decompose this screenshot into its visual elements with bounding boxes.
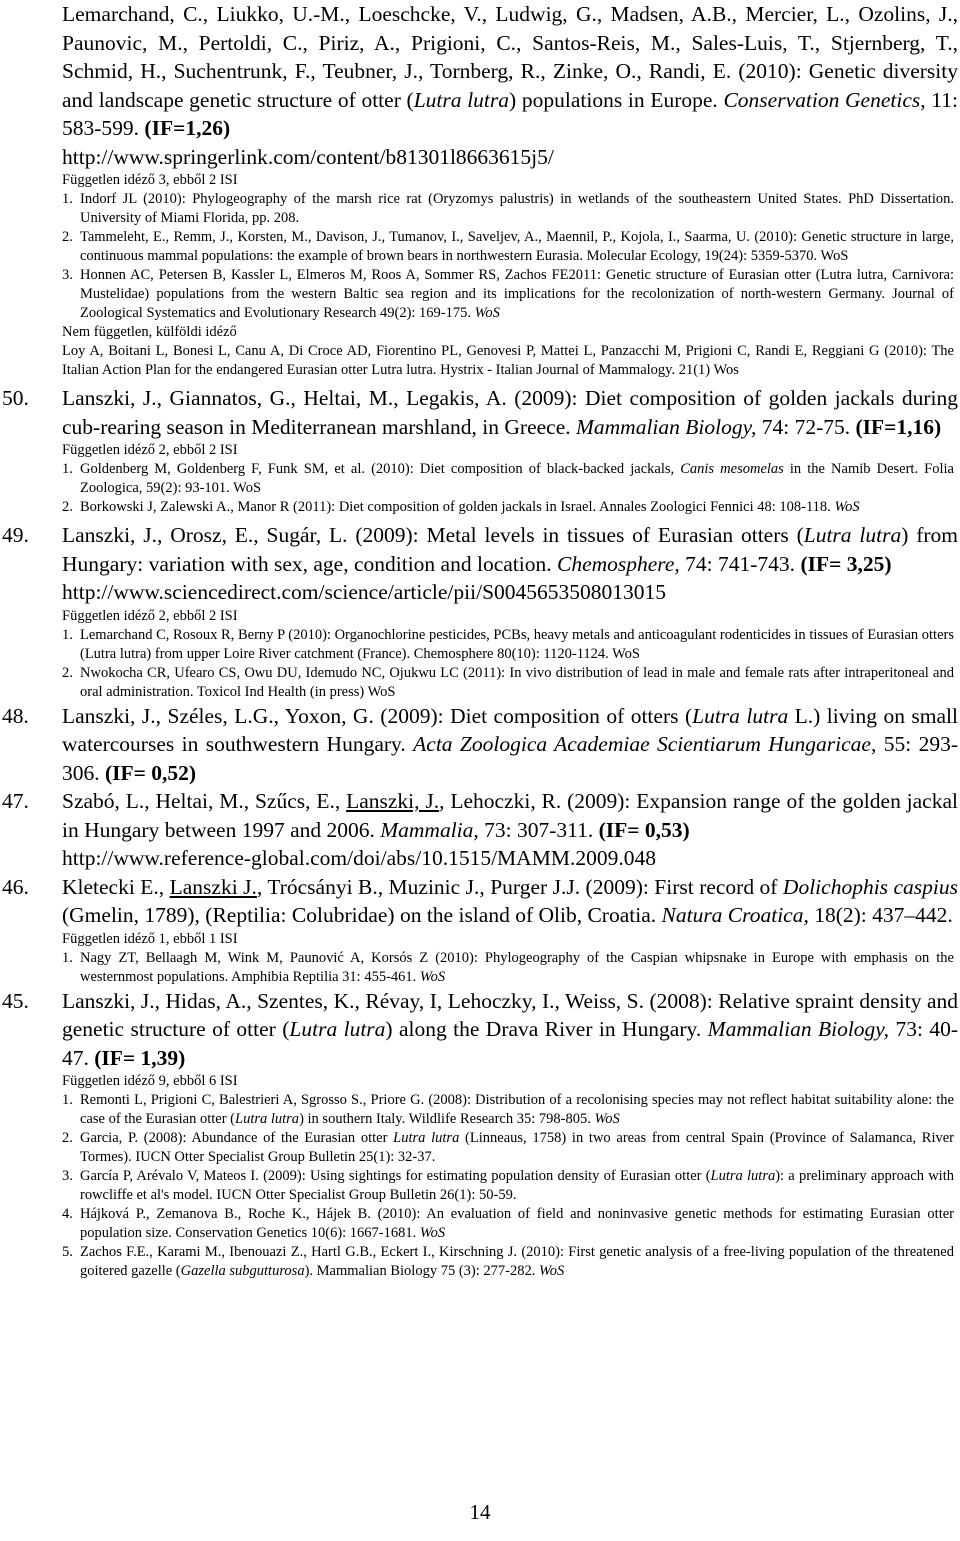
journal-name: Mammalia,: [380, 817, 479, 842]
citation-item: Loy A, Boitani L, Bonesi L, Canu A, Di Croce AD, Fiorentino PL, Genovesi P, Mattei L, Panzacchi M, Prigioni C, Randi E, Reggiani G (2010): The Italian Action Plan for the endangered Eurasian otter Lutra lutra. Hystrix - Italian Journal of Mammalogy. 21(1) Wos: [62, 343, 954, 378]
citation-item: 2. Nwokocha CR, Ufearo CS, Owu DU, Idemudo NC, Ojukwu LC (2011): In vivo distribution of lead in male and female rats after intraperitoneal and oral administration. Toxicol Ind Health (in press) WoS: [62, 664, 954, 700]
article-url[interactable]: http://www.reference-global.com/doi/abs/10.1515/MAMM.2009.048: [62, 846, 656, 870]
impact-factor: (IF= 3,25): [800, 551, 892, 576]
citation-item: 1. Lemarchand C, Rosoux R, Berny P (2010): Organochlorine pesticides, PCBs, heavy metals and anticoagulant rodenticides in tissues of Eurasian otters (Lutra lutra) from upper Loire River catchment (France). Chemosphere 80(10): 1120-1124. WoS: [62, 626, 954, 662]
citation-header: Független idéző 2, ebből 2 ISI: [62, 607, 238, 624]
entry-number: 49.: [2, 523, 29, 547]
entry-51-continued: [2, 0, 958, 171]
journal-name: Acta Zoologica Academiae Scientiarum Hungaricae,: [413, 732, 877, 756]
citation-header: Független idéző 1, ebből 1 ISI: [62, 930, 238, 947]
citation-item: 2. Tammeleht, E., Remm, J., Korsten, M., Davison, J., Tumanov, I., Saveljev, A., Maennil, P., Kojola, I., Saarma, U. (2010): Genetic structure in large, continuous mammal populations: the example of brown bears in northwestern Eurasia. Molecular Ecology, 19(24): 5359-5370. WoS: [62, 229, 954, 264]
entry-number: 50.: [2, 386, 29, 410]
publication-entry-49: 49. Lanszki, J., Orosz, E., Sugár, L. (2009): Metal levels in tissues of Eurasian otters (Lutra lutra) from Hungary: variation with sex, age, condition and location. Chemosphere, 74: 741-743. (IF= 3,25) http://www.sciencedirect.com/science/article/pii/S0045653508013015: [2, 523, 958, 604]
citation-item: 1. Nagy ZT, Bellaagh M, Wink M, Paunović A, Korsós Z (2010): Phylogeography of the Caspian whipsnake in Europe with emphasis on the westernmost populations. Amphibia Reptilia 31: 455-461. WoS: [62, 949, 954, 985]
citation-header: Független idéző 3, ebből 2 ISI: [62, 172, 238, 188]
impact-factor: (IF= 0,53): [598, 817, 690, 842]
publication-entry-46: 46. Kletecki E., Lanszki J., Trócsányi B., Muzinic J., Purger J.J. (2009): First record of Dolichophis caspius (Gmelin, 1789), (Reptilia: Colubridae) on the island of Olib, Croatia. Natura Croatica, 18(2): 437–442.: [2, 874, 958, 927]
article-url[interactable]: http://www.sciencedirect.com/science/article/pii/S0045653508013015: [62, 580, 667, 604]
publication-entry-48: 48. Lanszki, J., Széles, L.G., Yoxon, G. (2009): Diet composition of otters (Lutra lutra L.) living on small watercourses in southwestern Hungary. Acta Zoologica Academiae Scientiarum Hungaricae, 55: 293-306. (IF= 0,52): [2, 703, 959, 785]
citation-item: 1. Remonti L, Prigioni C, Balestrieri A, Sgrosso S., Priore G. (2008): Distribution of a recolonising species may not reflect habitat suitability alone: the case of the Eurasian otter (Lutra lutra) in southern Italy. Wildlife Research 35: 798-805. WoS: [62, 1092, 954, 1127]
entry-text: Lemarchand, C., Liukko, U.-M., Loeschcke, V., Ludwig, G., Madsen, A.B., Mercier, L., Ozolins, J., Paunovic, M., Pertoldi, C., Piriz, A., Prigioni, C., Santos-Reis, M., Sales-Luis, T., Stjernberg, T., Schmid, H., Suchentrunk, F., Teubner, J., Tornberg, R., Zinke, O., Randi, E. (2010): Genetic diversity and landscape genetic structure of otter (: [62, 2, 958, 112]
volume-pages: 11: 583-599.: [62, 87, 958, 140]
citation-item: 1. Goldenberg M, Goldenberg F, Funk SM, et al. (2010): Diet composition of black-backed jackals, Canis mesomelas in the Namib Desert. Folia Zoologica, 59(2): 93-101. WoS: [62, 461, 954, 496]
publication-entry-45: 45. Lanszki, J., Hidas, A., Szentes, K., Révay, I, Lehoczky, I., Weiss, S. (2008): Relative spraint density and genetic structure of otter (Lutra lutra) along the Drava River in Hungary. Mammalian Biology, 73: 40-47. (IF= 1,39): [2, 988, 958, 1070]
entry-number: 46.: [2, 874, 29, 899]
entry-number: 47.: [2, 789, 29, 813]
journal-name: Natura Croatica,: [661, 903, 809, 927]
publication-entry-47: 47. Szabó, L., Heltai, M., Szűcs, E., Lanszki, J., Lehoczki, R. (2009): Expansion range of the golden jackal in Hungary between 1997 and 2006. Mammalia, 73: 307-311. (IF= 0,53) http://www.reference-global.com/doi/abs/10.1515/MAMM.2009.048: [2, 789, 958, 870]
impact-factor: (IF=1,26): [144, 116, 231, 140]
entry-text: ) populations in Europe.: [509, 87, 724, 112]
journal-name: Mammalian Biology,: [575, 414, 757, 439]
impact-factor: (IF= 0,52): [105, 760, 197, 785]
page-number: 14: [469, 1500, 491, 1524]
impact-factor: (IF=1,16): [855, 414, 942, 439]
citation-item: 2. Garcia, P. (2008): Abundance of the Eurasian otter Lutra lutra (Linneaus, 1758) in two areas from central Spain (Province of Salamanca, River Tormes). IUCN Otter Specialist Group Bulletin 25(1): 32-37.: [62, 1130, 955, 1165]
journal-name: Chemosphere,: [556, 551, 680, 576]
citation-header: Független idéző 2, ebből 2 ISI: [62, 442, 238, 458]
citation-item: 5. Zachos F.E., Karami M., Ibenouazi Z., Hartl G.B., Eckert I., Kirschning J. (2010): First genetic analysis of a free-living population of the threatened goitered gazelle (Gazella subgutturosa). Mammalian Biology 75 (3): 277-282. WoS: [62, 1244, 954, 1279]
citation-item: 1. Indorf JL (2010): Phylogeography of the marsh rice rat (Oryzomys palustris) in wetlands of the southeastern United States. PhD Dissertation. University of Miami Florida, pp. 208.: [62, 191, 954, 226]
citation-item: 3. García P, Arévalo V, Mateos I. (2009): Using sightings for estimating population density of Eurasian otter (Lutra lutra): a preliminary approach with rowcliffe et al's model. IUCN Otter Specialist Group Bulletin 26(1): 50-59.: [62, 1168, 954, 1203]
citation-item: 3. Honnen AC, Petersen B, Kassler L, Elmeros M, Roos A, Sommer RS, Zachos FE2011: Genetic structure of Eurasian otter (Lutra lutra, Carnivora: Mustelidae) populations from the western Baltic sea region and its implications for the recolonization of north-western Germany. Journal of Zoological Systematics and Evolutionary Research 49(2): 169-175. WoS: [62, 267, 954, 321]
citation-header: Független idéző 9, ebből 6 ISI: [62, 1073, 238, 1089]
article-url[interactable]: http://www.springerlink.com/content/b81301l8663615j5/: [62, 144, 554, 169]
entry-number: 48.: [2, 703, 29, 728]
citation-item: 2. Borkowski J, Zalewski A., Manor R (2011): Diet composition of golden jackals in Israel. Annales Zoologici Fennici 48: 108-118. WoS: [62, 499, 860, 515]
publication-entry-50: 50. Lanszki, J., Giannatos, G., Heltai, M., Legakis, A. (2009): Diet composition of golden jackals during cub-rearing season in Mediterranean marshland, in Greece. Mammalian Biology, 74: 72-75. (IF=1,16): [2, 386, 958, 439]
journal-name: Conservation Genetics,: [723, 87, 926, 112]
citation-header: Nem független, külföldi idéző: [62, 324, 237, 340]
impact-factor: (IF= 1,39): [94, 1045, 186, 1070]
entry-number: 45.: [2, 988, 29, 1013]
species-name: Lutra lutra: [413, 87, 510, 112]
journal-name: Mammalian Biology,: [707, 1017, 890, 1041]
citation-item: 4. Hájková P., Zemanova B., Roche K., Hájek B. (2010): An evaluation of field and noninvasive genetic methods for estimating Eurasian otter population size. Conservation Genetics 10(6): 1667-1681. WoS: [62, 1206, 954, 1241]
